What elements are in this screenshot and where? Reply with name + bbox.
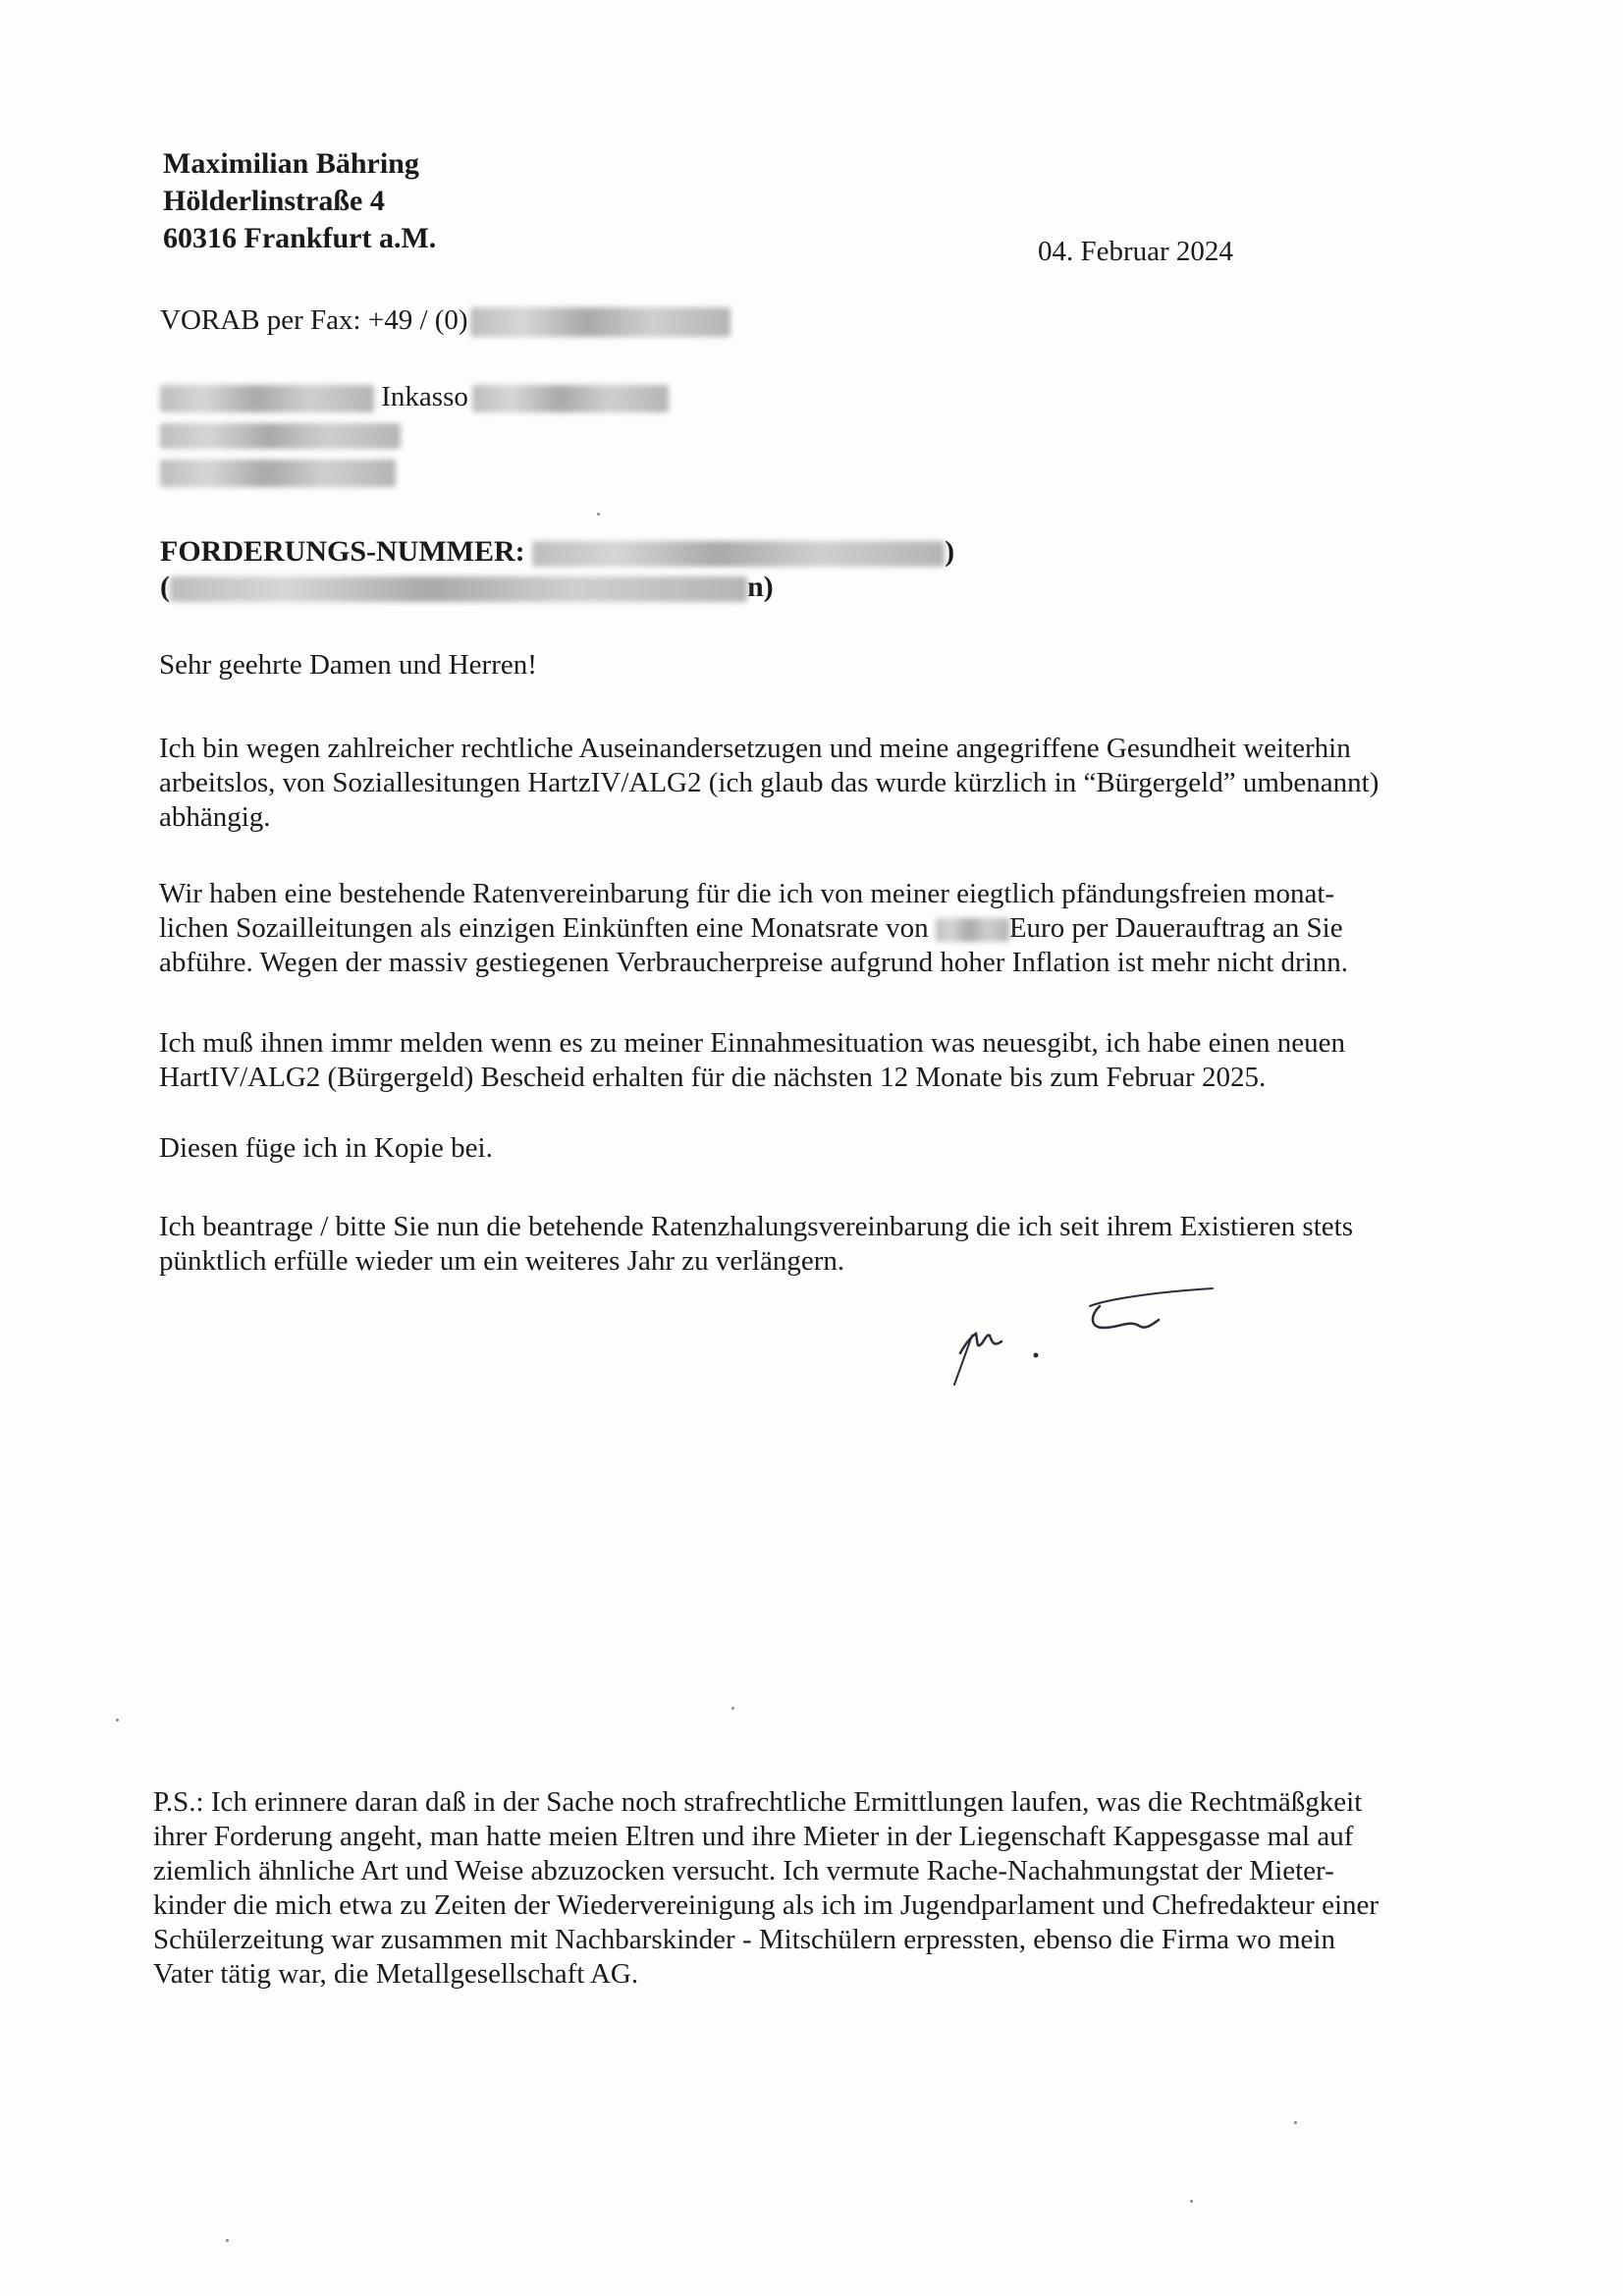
reference-label: FORDERUNGS-NUMMER:: [160, 535, 525, 568]
paragraph-1: [159, 732, 1534, 835]
paragraph-5: [159, 1210, 1534, 1279]
salutation: Sehr geehrte Damen und Herren!: [159, 649, 537, 681]
recipient-address: [160, 378, 669, 490]
paragraph-line: HartIV/ALG2 (Bürgergeld) Bescheid erhalten für die nächsten 12 Monate bis zum Februar 2025.: [159, 1062, 1267, 1093]
recipient-line-1: [160, 378, 669, 415]
scan-speck: [1294, 2121, 1297, 2124]
scan-speck: [226, 2239, 229, 2242]
postscript-line: Schülerzeitung war zusammen mit Nachbarskinder - Mitschülern erpressten, ebenso die Firma wo mein: [153, 1924, 1335, 1955]
paragraph-line-start: lichen Sozailleitungen als einzigen Einkünften eine Monatsrate von: [159, 912, 929, 944]
reference-line-1: [160, 534, 954, 570]
scan-speck: [731, 1707, 734, 1710]
recipient-suffix-redaction-icon: [472, 385, 669, 412]
scan-speck: [1190, 2200, 1193, 2203]
postscript: [153, 1785, 1528, 1992]
postscript-line: ziemlich ähnliche Art und Weise abzuzocken versucht. Ich vermute Rache-Nachahmungstat der Mieter-: [153, 1855, 1334, 1886]
paragraph-line: [159, 911, 1534, 946]
sender-city: 60316 Frankfurt a.M.: [163, 222, 437, 254]
reference-line1-close: ): [945, 535, 955, 568]
recipient-line-3: [160, 453, 669, 490]
reference-line-2: [160, 570, 954, 605]
sender-street: Hölderlinstraße 4: [163, 185, 385, 217]
scan-speck: [116, 1719, 119, 1722]
paragraph-line: Ich bin wegen zahlreicher rechtliche Auseinandersetzugen und meine angegriffene Gesundheit weiterhin: [159, 733, 1351, 764]
fax-line: [160, 304, 730, 337]
paragraph-line: abführe. Wegen der massiv gestiegenen Verbraucherpreise aufgrund hoher Inflation ist mehr nicht drinn.: [159, 947, 1348, 978]
sender-address: [163, 145, 436, 257]
reference-line2-open: (: [160, 571, 170, 603]
scan-speck: [597, 513, 600, 516]
paragraph-4: Diesen füge ich in Kopie bei.: [159, 1132, 493, 1164]
rate-amount-redaction-icon: [936, 918, 1009, 942]
recipient-street-redaction-icon: [160, 423, 401, 449]
postscript-line: kinder die mich etwa zu Zeiten der Wiedervereinigung als ich im Jugendparlament und Chefredakteur einer: [153, 1889, 1380, 1921]
reference-block: [160, 534, 954, 605]
postscript-line: ihrer Forderung angeht, man hatte meien Eltren und ihre Mieter in der Liegenschaft Kappesgasse mal auf: [153, 1821, 1354, 1852]
fax-number-redaction-icon: [470, 307, 730, 337]
postscript-line: P.S.: Ich erinnere daran daß in der Sache noch strafrechtliche Ermittlungen laufen, was die Rechtmäßgkeit: [153, 1786, 1363, 1818]
paragraph-line: Ich muß ihnen immr melden wenn es zu meiner Einnahmesituation was neuesgibt, ich habe einen neuen: [159, 1027, 1345, 1059]
recipient-city-redaction-icon: [160, 460, 396, 487]
fax-label: VORAB per Fax: +49 / (0): [160, 304, 468, 336]
paragraph-line-end: Euro per Dauerauftrag an Sie: [1008, 912, 1343, 944]
paragraph-line: abhängig.: [159, 801, 271, 833]
recipient-company-word: Inkasso: [381, 381, 468, 412]
paragraph-line: arbeitslos, von Soziallesitungen HartzIV/ALG2 (ich glaub das wurde kürzlich in “Bürgergeld” umbenannt): [159, 767, 1380, 798]
reference-line2-close: n): [747, 571, 774, 603]
recipient-line-2: [160, 415, 669, 453]
sender-name: Maximilian Bähring: [163, 147, 419, 180]
reference-number-redaction-icon: [532, 541, 945, 567]
handwritten-signature-icon: [943, 1277, 1237, 1394]
recipient-name-redaction-icon: [160, 385, 374, 412]
paragraph-line: Ich beantrage / bitte Sie nun die betehende Ratenzhalungsvereinbarung die ich seit ihrem Existieren stets: [159, 1211, 1353, 1242]
paragraph-3: [159, 1026, 1534, 1095]
paragraph-line: Wir haben eine bestehende Ratenvereinbarung für die ich von meiner eiegtlich pfändungsfreien monat-: [159, 878, 1335, 909]
paragraph-2: [159, 877, 1534, 980]
reference-detail-redaction-icon: [170, 576, 747, 602]
postscript-line: Vater tätig war, die Metallgesellschaft AG.: [153, 1958, 639, 1990]
paragraph-line: pünktlich erfülle wieder um ein weiteres Jahr zu verlängern.: [159, 1245, 845, 1277]
letter-date: 04. Februar 2024: [1038, 236, 1233, 267]
